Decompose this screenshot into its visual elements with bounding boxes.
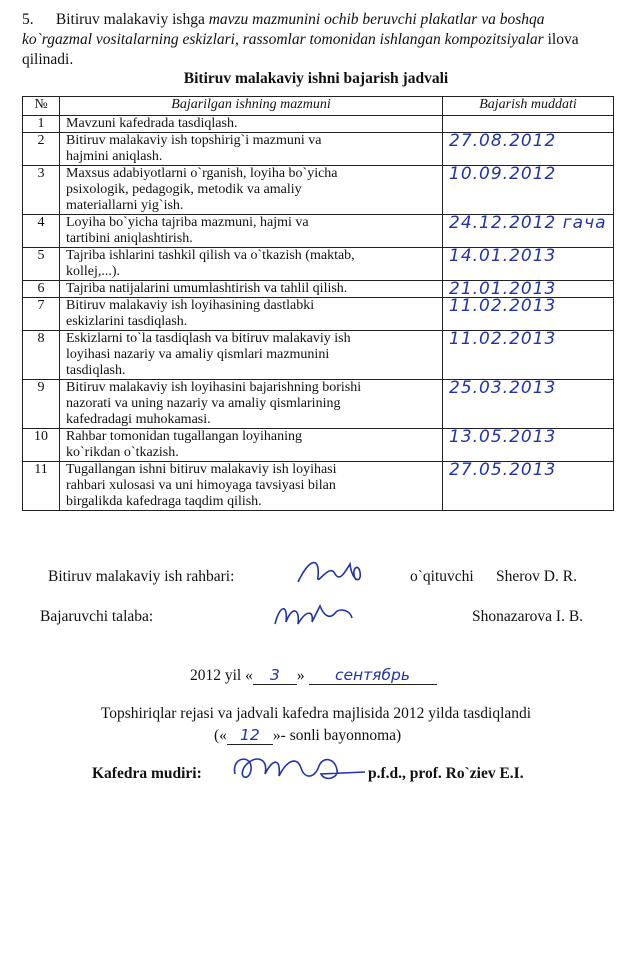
row-deadline: 24.12.2012 гача: [443, 215, 614, 248]
row-task-line: Tajriba natijalarini umumlashtirish va tahlil qilish.: [66, 281, 348, 296]
student-name: Shonazarova I. B.: [472, 608, 584, 625]
student-signature: [270, 596, 360, 632]
row-deadline: 21.01.2013: [443, 281, 614, 298]
intro-text-plain: Bitiruv malakaviy ishga: [55, 11, 205, 28]
approval-text: Topshiriqlar rejasi va jadvali kafedra majlisida 2012 yilda tasdiqlandi: [100, 705, 532, 722]
table-row: [23, 133, 614, 166]
row-task-line: eskizlarini tasdiqlash.: [66, 314, 188, 329]
supervisor-signature: [290, 552, 370, 592]
row-task-line: psixologik, pedagogik, metodik va amaliy: [66, 182, 302, 197]
row-task-line: hajmini aniqlash.: [66, 149, 163, 164]
table-row: [23, 215, 614, 248]
date-month: сентябрь: [309, 666, 437, 685]
head-signature: [225, 748, 370, 788]
row-task-line: Tajriba ishlarini tashkil qilish va o`tkazish (maktab,: [66, 248, 355, 263]
row-task: [60, 133, 443, 166]
row-task: [60, 298, 443, 331]
head-label: Kafedra mudiri:: [92, 765, 202, 782]
header-num: №: [23, 97, 60, 116]
row-task: [60, 331, 443, 380]
table-row: [23, 281, 614, 298]
row-task-line: kafedradagi muhokamasi.: [66, 412, 211, 427]
row-number: 10: [23, 429, 60, 462]
row-task-line: Rahbar tomonidan tugallangan loyihaning: [66, 429, 303, 444]
row-number: 3: [23, 166, 60, 215]
row-task-line: materiallarni yig`ish.: [66, 198, 184, 213]
table-row: [23, 298, 614, 331]
supervisor-name: Sherov D. R.: [496, 568, 577, 585]
table-row: [23, 429, 614, 462]
row-task-line: Bitiruv malakaviy ish loyihasini bajarishning borishi: [66, 380, 362, 395]
row-task: [60, 215, 443, 248]
intro-text-italic: mavzu mazmunini ochib beruvchi plakatlar va boshqa ko`rgazmal vositalarning eskizlari, rassomlar tomonidan ishlangan kompozitsiyalar: [22, 11, 545, 48]
row-task: [60, 380, 443, 429]
row-deadline: 27.08.2012: [443, 133, 614, 166]
row-task-line: Bitiruv malakaviy ish topshirig`i mazmuni va: [66, 133, 322, 148]
table-row: [23, 380, 614, 429]
date-year: 2012 yil «: [190, 667, 253, 684]
schedule-table: [22, 96, 614, 511]
row-number: 11: [23, 462, 60, 511]
row-number: 9: [23, 380, 60, 429]
row-task-line: tartibini aniqlashtirish.: [66, 231, 193, 246]
row-task-line: Mavzuni kafedrada tasdiqlash.: [66, 116, 238, 131]
row-deadline: 11.02.2013: [443, 298, 614, 331]
table-row: [23, 331, 614, 380]
row-deadline: 10.09.2012: [443, 166, 614, 215]
row-number: 1: [23, 116, 60, 133]
table-row: [23, 248, 614, 281]
table-row: [23, 166, 614, 215]
student-label: Bajaruvchi talaba:: [40, 608, 154, 625]
row-task-line: Bitiruv malakaviy ish loyihasining dastlabki: [66, 298, 315, 313]
row-task-line: Maxsus adabiyotlarni o`rganish, loyiha bo`yicha: [66, 166, 338, 181]
row-task: [60, 429, 443, 462]
approval-number: 12: [227, 726, 273, 745]
row-number: 5: [23, 248, 60, 281]
date-close: »: [296, 667, 305, 684]
row-task-line: kollej,...).: [66, 264, 121, 279]
row-task-line: Loyiha bo`yicha tajriba mazmuni, hajmi va: [66, 215, 309, 230]
date-day: 3: [253, 666, 297, 685]
row-task: [60, 116, 443, 133]
row-task-line: Eskizlarni to`la tasdiqlash va bitiruv malakaviy ish: [66, 331, 351, 346]
row-deadline: 27.05.2013: [443, 462, 614, 511]
row-task-line: Tugallangan ishni bitiruv malakaviy ish loyihasi: [66, 462, 337, 477]
row-deadline: 25.03.2013: [443, 380, 614, 429]
row-deadline: 14.01.2013: [443, 248, 614, 281]
row-number: 8: [23, 331, 60, 380]
header-task: Bajarilgan ishning mazmuni: [60, 97, 443, 116]
row-number: 2: [23, 133, 60, 166]
supervisor-position: o`qituvchi: [410, 568, 474, 585]
row-task-line: nazorati va uning nazariy va amaliy qismlarining: [66, 396, 341, 411]
table-row: [23, 116, 614, 133]
row-number: 6: [23, 281, 60, 298]
row-deadline: 11.02.2013: [443, 331, 614, 380]
supervisor-label: Bitiruv malakaviy ish rahbari:: [48, 568, 235, 585]
row-task-line: rahbari xulosasi va uni himoyaga tavsiyasi bilan: [66, 478, 336, 493]
row-task: [60, 166, 443, 215]
row-task: [60, 248, 443, 281]
header-date: Bajarish muddati: [443, 97, 614, 116]
approval-open: («: [214, 727, 227, 744]
approval-protocol: [214, 726, 401, 745]
row-number: 4: [23, 215, 60, 248]
approval-close: »- sonli bayonnoma): [272, 727, 402, 744]
row-task-line: loyihasi nazariy va amaliy qismlari mazmunini: [66, 347, 330, 362]
row-task-line: ko`rikdan o`tkazish.: [66, 445, 179, 460]
row-task: [60, 462, 443, 511]
table-row: [23, 462, 614, 511]
intro-paragraph: [22, 10, 612, 70]
intro-number: 5.: [22, 11, 34, 28]
table-header-row: [23, 97, 614, 116]
row-deadline: [443, 116, 614, 133]
row-task-line: birgalikda kafedraga taqdim qilish.: [66, 494, 262, 509]
row-task: [60, 281, 443, 298]
row-deadline: 13.05.2013: [443, 429, 614, 462]
intro-text-end: ilova qilinadi.: [22, 31, 579, 68]
date-line: [190, 666, 437, 685]
row-task-line: tasdiqlash.: [66, 363, 126, 378]
row-number: 7: [23, 298, 60, 331]
table-title: Bitiruv malakaviy ishni bajarish jadvali: [183, 70, 449, 87]
head-name: p.f.d., prof. Ro`ziev E.I.: [368, 765, 524, 782]
